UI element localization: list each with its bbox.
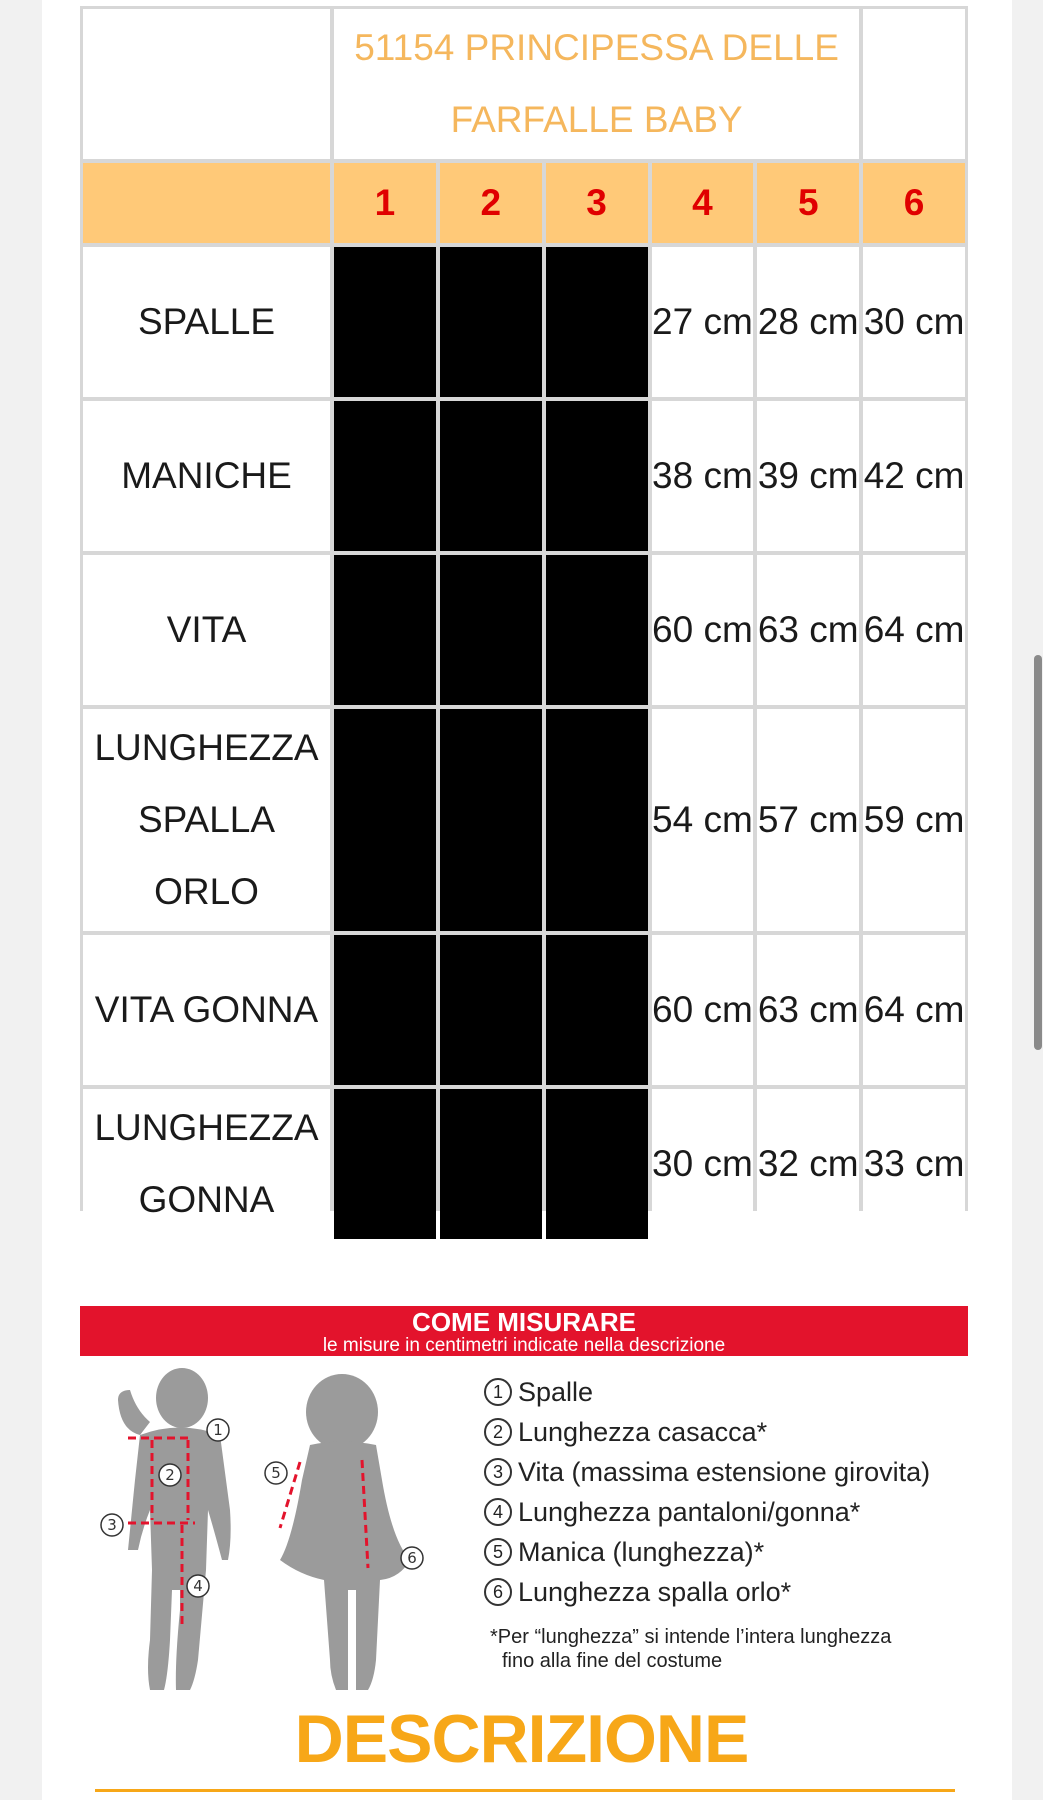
figure-label: 6: [407, 1549, 417, 1567]
figure-label: 3: [107, 1516, 117, 1534]
measure-cell: 42 cm: [863, 401, 965, 551]
unavailable-cell: [440, 401, 542, 551]
measure-cell: 63 cm: [757, 935, 859, 1085]
list-item: [484, 1492, 1004, 1532]
how-to-measure-subtitle: le misure in centimetri indicate nella descrizione: [322, 1335, 726, 1356]
unavailable-cell: [546, 401, 648, 551]
measure-cell: 32 cm: [757, 1089, 859, 1239]
unavailable-cell: [334, 247, 436, 397]
list-item: [484, 1412, 1004, 1452]
row-label: VITA GONNA: [83, 935, 330, 1085]
unavailable-cell: [546, 247, 648, 397]
measure-label: Lunghezza pantaloni/gonna*: [518, 1496, 861, 1527]
size-header: 3: [546, 163, 648, 243]
measure-cell: 57 cm: [757, 709, 859, 931]
product-title: 51154 PRINCIPESSA DELLE FARFALLE BABY: [334, 9, 859, 159]
boy-figure-icon: [118, 1368, 231, 1690]
number-badge: 3: [484, 1458, 512, 1486]
title-spacer: [863, 9, 965, 159]
number-badge: 4: [484, 1498, 512, 1526]
unavailable-cell: [546, 935, 648, 1085]
unavailable-cell: [334, 401, 436, 551]
measure-label: Lunghezza spalla orlo*: [518, 1576, 792, 1607]
measure-cell: 64 cm: [863, 935, 965, 1085]
unavailable-cell: [440, 935, 542, 1085]
list-item: [484, 1452, 1004, 1492]
size-header: 5: [757, 163, 859, 243]
row-label: LUNGHEZZA SPALLA ORLO: [83, 709, 330, 931]
measure-label: Lunghezza casacca*: [518, 1416, 768, 1447]
header-corner: [83, 163, 330, 243]
list-item: [484, 1572, 1004, 1612]
number-badge: 1: [484, 1378, 512, 1406]
measure-cell: 33 cm: [863, 1089, 965, 1239]
how-to-measure-title: COME MISURARE: [412, 1307, 636, 1337]
girl-figure-icon: [280, 1374, 410, 1690]
note-line: *Per “lunghezza” si intende l’intera lunghezza: [490, 1626, 892, 1648]
figure-label: 4: [193, 1577, 203, 1595]
measure-cell: 38 cm: [652, 401, 754, 551]
measure-cell: 30 cm: [652, 1089, 754, 1239]
list-item: [484, 1372, 1004, 1412]
figure-label: 5: [271, 1464, 281, 1482]
size-header: 2: [440, 163, 542, 243]
measure-label: Vita (massima estensione girovita): [518, 1456, 931, 1487]
length-note: [490, 1625, 990, 1673]
size-header: 1: [334, 163, 436, 243]
number-badge: 2: [484, 1418, 512, 1446]
unavailable-cell: [546, 709, 648, 931]
left-gutter: [0, 0, 42, 1800]
unavailable-cell: [334, 709, 436, 931]
unavailable-cell: [546, 555, 648, 705]
measure-label: Spalle: [518, 1376, 594, 1407]
unavailable-cell: [440, 247, 542, 397]
measure-cell: 63 cm: [757, 555, 859, 705]
unavailable-cell: [440, 709, 542, 931]
number-badge: 5: [484, 1538, 512, 1566]
number-badge: 6: [484, 1578, 512, 1606]
corner-cell: [83, 9, 330, 159]
unavailable-cell: [334, 555, 436, 705]
measure-list: [484, 1372, 1004, 1612]
size-header: 6: [863, 163, 965, 243]
measure-cell: 39 cm: [757, 401, 859, 551]
figure-label: 2: [165, 1466, 175, 1484]
measure-cell: 54 cm: [652, 709, 754, 931]
measure-cell: 64 cm: [863, 555, 965, 705]
unavailable-cell: [440, 555, 542, 705]
unavailable-cell: [334, 935, 436, 1085]
how-to-measure-banner: [80, 1306, 968, 1356]
unavailable-cell: [334, 1089, 436, 1239]
size-table: [80, 6, 968, 1220]
figure-label: 1: [213, 1421, 223, 1439]
row-label: SPALLE: [83, 247, 330, 397]
list-item: [484, 1532, 1004, 1572]
measure-cell: 60 cm: [652, 935, 754, 1085]
size-header: 4: [652, 163, 754, 243]
measure-cell: 60 cm: [652, 555, 754, 705]
measuring-figures: [80, 1360, 480, 1700]
heading-divider: [95, 1789, 955, 1792]
scrollbar[interactable]: [1034, 655, 1042, 1050]
row-label: VITA: [83, 555, 330, 705]
measure-cell: 59 cm: [863, 709, 965, 931]
measure-cell: 27 cm: [652, 247, 754, 397]
unavailable-cell: [440, 1089, 542, 1239]
note-line: fino alla fine del costume: [502, 1650, 723, 1672]
measure-label: Manica (lunghezza)*: [518, 1536, 765, 1567]
measure-cell: 28 cm: [757, 247, 859, 397]
measure-cell: 30 cm: [863, 247, 965, 397]
row-label: LUNGHEZZA GONNA: [83, 1089, 330, 1239]
unavailable-cell: [546, 1089, 648, 1239]
row-label: MANICHE: [83, 401, 330, 551]
section-heading: DESCRIZIONE: [294, 1701, 749, 1777]
